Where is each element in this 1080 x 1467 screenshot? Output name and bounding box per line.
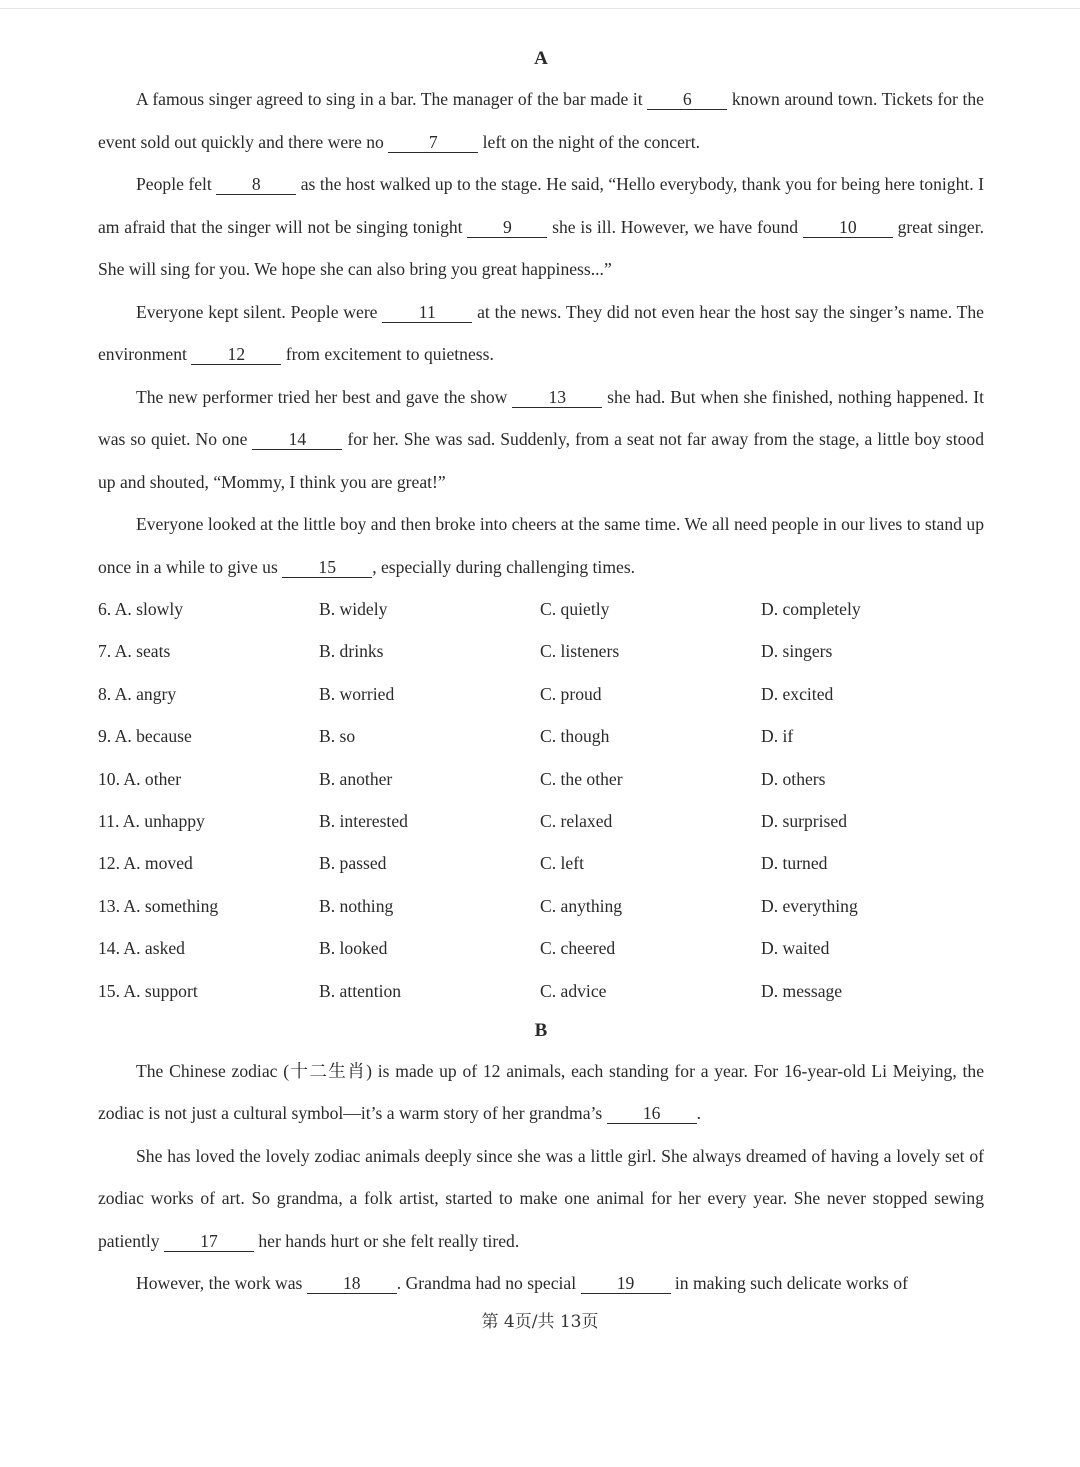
option-b[interactable]: B. drinks [319,641,384,662]
option-b[interactable]: B. interested [319,810,408,831]
passage-a-paragraph-5 [98,503,984,588]
option-row [98,715,984,757]
option-d[interactable]: D. turned [761,853,828,874]
option-a[interactable]: 12. A. moved [98,853,193,874]
text: great singer. She will sing for you. We hope she can also bring you great happiness...” [98,216,984,279]
text: Everyone looked at the little boy and then broke into cheers at the same time. We all need people in our lives to stand up once in a while to give us [98,514,984,577]
option-c[interactable]: C. the other [540,768,623,789]
text: she had. But when she finished, nothing happened. It was so quiet. No one [98,386,984,449]
text: known around town. Tickets for the event sold out quickly and there were no [98,89,984,152]
option-row [98,588,984,630]
text: The new performer tried her best and gave the show [136,386,513,407]
text: . [696,1103,702,1124]
passage-a-paragraph-4 [98,376,984,504]
passage-a-paragraph-2 [98,163,984,291]
blank-19[interactable]: 19 [581,1274,671,1294]
option-d[interactable]: D. surprised [761,810,848,831]
answer-options-table [98,588,984,1012]
option-c[interactable]: C. anything [540,895,623,916]
option-d[interactable]: D. message [761,980,843,1001]
blank-17[interactable]: 17 [164,1232,254,1252]
text: . Grandma had no special [396,1273,581,1294]
text: in making such delicate works of [670,1273,908,1294]
option-a[interactable]: 9. A. because [98,726,192,747]
option-a[interactable]: 14. A. asked [98,938,185,959]
option-c[interactable]: C. listeners [540,641,620,662]
option-b[interactable]: B. looked [319,938,388,959]
option-d[interactable]: D. everything [761,895,858,916]
option-row [98,885,984,927]
text: People felt [136,174,217,194]
option-c[interactable]: C. proud [540,683,602,704]
option-d[interactable]: D. others [761,768,826,789]
option-b[interactable]: B. attention [319,980,402,1001]
option-a[interactable]: 11. A. unhappy [98,810,205,831]
option-b[interactable]: B. widely [319,599,388,619]
blank-8[interactable]: 8 [216,175,296,195]
exam-page [98,40,984,1305]
blank-10[interactable]: 10 [803,218,893,238]
blank-16[interactable]: 16 [607,1104,697,1124]
option-row [98,927,984,969]
text: from excitement to quietness. [281,344,494,364]
option-row [98,630,984,672]
blank-9[interactable]: 9 [467,218,547,238]
option-d[interactable]: D. waited [761,938,830,959]
text: left on the night of the concert. [478,131,701,152]
option-a[interactable]: 6. A. slowly [98,599,184,619]
option-d[interactable]: D. if [761,726,794,747]
text: as the host walked up to the stage. He said, “Hello everybody, thank you for being here tonight. I am afraid that the singer will not be singing tonight [98,174,984,237]
blank-6[interactable]: 6 [647,90,727,110]
option-b[interactable]: B. so [319,726,356,747]
option-a[interactable]: 10. A. other [98,768,182,789]
text: she is ill. However, we have found [547,216,803,237]
option-a[interactable]: 8. A. angry [98,683,177,704]
blank-7[interactable]: 7 [388,133,478,153]
text: A famous singer agreed to sing in a bar. The manager of the bar made it [136,89,648,109]
blank-18[interactable]: 18 [307,1274,397,1294]
option-row [98,800,984,842]
blank-11[interactable]: 11 [382,303,472,323]
passage-b-paragraph-1 [98,1050,984,1135]
option-c[interactable]: C. left [540,853,584,874]
option-b[interactable]: B. another [319,768,393,789]
option-b[interactable]: B. passed [319,853,387,874]
option-row [98,970,984,1012]
option-row [98,673,984,715]
text: , especially during challenging times. [372,556,636,577]
text: However, the work was [136,1273,307,1294]
option-d[interactable]: D. completely [761,599,861,619]
option-a[interactable]: 15. A. support [98,980,198,1001]
option-c[interactable]: C. though [540,726,610,747]
passage-a-paragraph-1 [98,78,984,163]
blank-15[interactable]: 15 [282,558,372,578]
option-a[interactable]: 13. A. something [98,895,219,916]
option-d[interactable]: D. excited [761,683,834,704]
blank-14[interactable]: 14 [252,430,342,450]
text: The Chinese zodiac (十二生肖) is made up of 12 animals, each standing for a year. For 16-year-old Li Meiying, the zodiac is not just a cultural symbol—it’s a warm story of her grandma’s [98,1060,984,1124]
page-footer: 第 4页/共 13页 [481,1312,599,1332]
passage-a-paragraph-3 [98,291,984,376]
blank-13[interactable]: 13 [512,388,602,408]
text: at the news. They did not even hear the host say the singer’s name. The environment [98,301,984,364]
text: She has loved the lovely zodiac animals deeply since she was a little girl. She always dreamed of having a lovely set of zodiac works of art. So grandma, a folk artist, started to make one animal for her every year. She never stopped sewing patiently [98,1145,984,1251]
option-c[interactable]: C. cheered [540,938,616,959]
option-row [98,842,984,884]
blank-12[interactable]: 12 [191,345,281,365]
option-c[interactable]: C. relaxed [540,810,613,831]
option-c[interactable]: C. quietly [540,599,610,619]
passage-b-paragraph-2 [98,1135,984,1263]
passage-b-paragraph-3 [98,1262,984,1305]
top-rule [0,8,1080,9]
text: Everyone kept silent. People were [136,301,383,322]
option-d[interactable]: D. singers [761,641,833,662]
section-b-title: B [534,1019,548,1041]
option-row [98,758,984,800]
option-b[interactable]: B. worried [319,683,395,704]
text: her hands hurt or she felt really tired. [253,1230,520,1251]
option-c[interactable]: C. advice [540,980,607,1001]
option-b[interactable]: B. nothing [319,895,394,916]
option-a[interactable]: 7. A. seats [98,641,171,662]
text: for her. She was sad. Suddenly, from a seat not far away from the stage, a little boy stood up and shouted, “Mommy, I think you are great!” [98,429,985,492]
section-a-title: A [534,48,548,69]
